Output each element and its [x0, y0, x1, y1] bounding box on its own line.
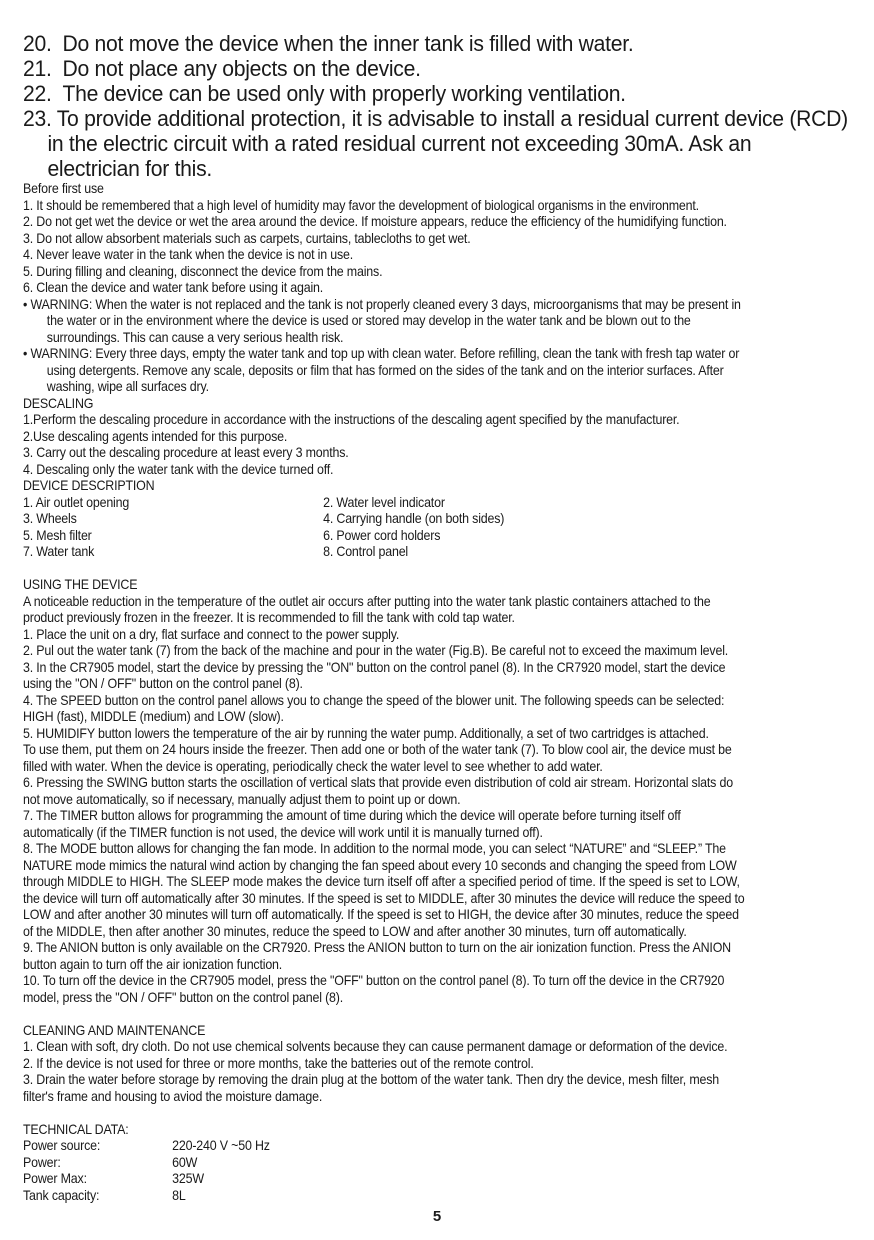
- section-heading-before-first-use: Before first use: [23, 181, 104, 196]
- part-label: 1. Air outlet opening: [23, 494, 130, 510]
- section-heading-cleaning: CLEANING AND MAINTENANCE: [23, 1022, 206, 1038]
- text-line: model, press the "ON / OFF" button on the control panel (8).: [23, 989, 344, 1005]
- text-line: 1. Place the unit on a dry, flat surface and connect to the power supply.: [23, 626, 400, 642]
- list-item: 2.Use descaling agents intended for this purpose.: [23, 428, 288, 444]
- warning-line: washing, wipe all surfaces dry.: [46, 379, 209, 394]
- warning-line: the water or in the environment where the device is used or stored may develop in the water tank and be blown out to the: [46, 313, 691, 328]
- text-line: 5. HUMIDIFY button lowers the temperature of the air by running the water pump. Additionally, a set of two cartridges is attached.: [23, 725, 709, 741]
- large-warnings: [23, 31, 850, 181]
- list-item: 1.Perform the descaling procedure in accordance with the instructions of the descaling agent specified by the manufacturer.: [23, 412, 680, 427]
- warning-item-21: [23, 56, 850, 81]
- text-line: filter's frame and housing to aviod the moisture damage.: [23, 1088, 323, 1104]
- text-line: 3. In the CR7905 model, start the device by pressing the "ON" button on the control panel (8). In the CR7920 model, start the device: [23, 659, 726, 675]
- spacer: [23, 1105, 853, 1122]
- spec-value: 8L: [172, 1187, 186, 1203]
- text-line: button again to turn off the air ionization function.: [23, 956, 283, 972]
- warning-line: surroundings. This can cause a very serious health risk.: [46, 329, 344, 345]
- warning-line: • WARNING: When the water is not replaced and the tank is not properly cleaned every 3 days, microorganisms that may be present in: [23, 296, 741, 312]
- spacer: [23, 1006, 853, 1023]
- warning-item-22: [23, 81, 850, 106]
- spec-row: [23, 1171, 853, 1188]
- text-line: 2. Pul out the water tank (7) from the back of the machine and pour in the water (Fig.B). Be careful not to exceed the maximum level.: [23, 643, 729, 658]
- text-line: 9. The ANION button is only available on the CR7920. Press the ANION button to turn on the air ionization function. Press the ANION: [23, 940, 731, 955]
- parts-row: [23, 495, 853, 512]
- parts-row: [23, 544, 853, 561]
- part-label: 3. Wheels: [23, 511, 77, 526]
- list-item: 5. During filling and cleaning, disconnect the device from the mains.: [23, 263, 383, 279]
- text-line: using the "ON / OFF" button on the control panel (8).: [23, 676, 303, 691]
- list-item: 2. Do not get wet the device or wet the area around the device. If moisture appears, reduce the efficiency of the humidifying function.: [23, 214, 727, 229]
- spec-label: Power source:: [23, 1138, 101, 1153]
- section-heading-using: USING THE DEVICE: [23, 577, 138, 592]
- text-line: To use them, put them on 24 hours inside the freezer. Then add one or both of the water tank (7). To blow cool air, the device must be: [23, 742, 732, 757]
- parts-row: [23, 528, 853, 545]
- list-item: 3. Carry out the descaling procedure at least every 3 months.: [23, 445, 349, 460]
- text-line: LOW and after another 30 minutes will turn off automatically. If the speed is set to HIGH, the device after 30 minutes, reduce the speed: [23, 907, 739, 922]
- spec-value: 220-240 V ~50 Hz: [172, 1138, 270, 1153]
- text-line: 1. Clean with soft, dry cloth. Do not use chemical solvents because they can cause permanent damage or deformation of the device.: [23, 1039, 728, 1054]
- spec-value: 325W: [172, 1171, 204, 1186]
- text-line: of the MIDDLE, then after another 30 minutes, reduce the speed to LOW and after another 30 minutes, turn off automatically.: [23, 923, 687, 939]
- text-line: 2. If the device is not used for three or more months, take the batteries out of the remote control.: [23, 1055, 534, 1071]
- spec-label: Tank capacity:: [23, 1187, 100, 1203]
- text-line: the device will turn off automatically after 30 minutes. If the speed is set to MIDDLE, after 30 minutes the device will reduce the speed to: [23, 890, 745, 906]
- part-label: 7. Water tank: [23, 544, 95, 559]
- spec-label: Power:: [23, 1154, 61, 1170]
- warning-23-line: electrician for this.: [47, 156, 212, 181]
- text-line: HIGH (fast), MIDDLE (medium) and LOW (slow).: [23, 709, 284, 724]
- warning-number: 21.: [23, 56, 52, 81]
- spacer: [23, 561, 853, 578]
- warning-number: 20.: [23, 31, 52, 56]
- text-line: not move automatically, so if necessary, manually adjust them to point up or down.: [23, 791, 461, 807]
- part-label: 6. Power cord holders: [323, 527, 441, 543]
- warning-23-line: in the electric circuit with a rated residual current not exceeding 30mA. Ask an: [47, 131, 752, 156]
- section-heading-descaling: DESCALING: [23, 395, 94, 411]
- spec-value: 60W: [172, 1154, 198, 1170]
- spec-row: [23, 1188, 853, 1205]
- text-line: filled with water. When the device is operating, periodically check the water level to see whether to add water.: [23, 758, 603, 774]
- section-heading-device-description: DEVICE DESCRIPTION: [23, 478, 155, 493]
- text-line: A noticeable reduction in the temperature of the outlet air occurs after putting into the water tank plastic containers attached to the: [23, 593, 711, 609]
- warning-number: 22.: [23, 81, 52, 106]
- list-item: 6. Clean the device and water tank before using it again.: [23, 280, 324, 295]
- warning-text: The device can be used only with properly working ventilation.: [62, 81, 626, 106]
- warning-23-line: 23. To provide additional protection, it is advisable to install a residual current device (RCD): [23, 106, 848, 131]
- text-line: NATURE mode mimics the natural wind action by changing the fan speed about every 10 seconds and changing the speed from LOW: [23, 857, 737, 873]
- spec-row: [23, 1155, 853, 1172]
- part-label: 4. Carrying handle (on both sides): [323, 511, 505, 526]
- warning-line: • WARNING: Every three days, empty the water tank and top up with clean water. Before refilling, clean the tank with fresh tap water or: [23, 346, 740, 361]
- part-label: 8. Control panel: [323, 544, 409, 559]
- body-text: [23, 181, 853, 1204]
- text-line: 3. Drain the water before storage by removing the drain plug at the bottom of the water tank. Then dry the device, mesh filter, mesh: [23, 1072, 720, 1087]
- part-label: 5. Mesh filter: [23, 527, 92, 543]
- part-label: 2. Water level indicator: [323, 494, 445, 510]
- text-line: 7. The TIMER button allows for programming the amount of time during which the device will operate before turning itself off: [23, 808, 681, 823]
- text-line: 8. The MODE button allows for changing the fan mode. In addition to the normal mode, you can select “NATURE” and “SLEEP.” The: [23, 841, 726, 856]
- text-line: through MIDDLE to HIGH. The SLEEP mode makes the device turn itself off after a specified period of time. If the speed is set to LOW,: [23, 874, 740, 889]
- list-item: 4. Never leave water in the tank when the device is not in use.: [23, 247, 354, 262]
- text-line: 6. Pressing the SWING button starts the oscillation of vertical slats that provide even distribution of cold air stream. Horizontal slats do: [23, 775, 733, 790]
- warning-item-20: [23, 31, 850, 56]
- spec-label: Power Max:: [23, 1171, 87, 1186]
- list-item: 1. It should be remembered that a high level of humidity may favor the development of biological organisms in the environment.: [23, 197, 699, 213]
- section-heading-technical: TECHNICAL DATA:: [23, 1121, 129, 1137]
- parts-row: [23, 511, 853, 528]
- text-line: automatically (if the TIMER function is not used, the device will work until it is manually turned off).: [23, 824, 543, 840]
- text-line: 4. The SPEED button on the control panel allows you to change the speed of the blower unit. The following speeds can be selected:: [23, 692, 725, 708]
- warning-line: using detergents. Remove any scale, deposits or film that has formed on the sides of the tank and on the interior surfaces. After: [46, 362, 724, 378]
- text-line: product previously frozen in the freezer. It is recommended to fill the tank with cold tap water.: [23, 610, 515, 625]
- warning-text: Do not place any objects on the device.: [62, 56, 421, 81]
- warning-text: Do not move the device when the inner tank is filled with water.: [62, 31, 634, 56]
- warning-item-23: [23, 106, 850, 181]
- list-item: 3. Do not allow absorbent materials such as carpets, curtains, tablecloths to get wet.: [23, 230, 471, 246]
- list-item: 4. Descaling only the water tank with the device turned off.: [23, 461, 334, 477]
- page-number: 5: [432, 1208, 442, 1225]
- spec-row: [23, 1138, 853, 1155]
- text-line: 10. To turn off the device in the CR7905 model, press the "OFF" button on the control panel (8). To turn off the device in the CR7920: [23, 973, 725, 988]
- manual-page: [23, 31, 853, 1204]
